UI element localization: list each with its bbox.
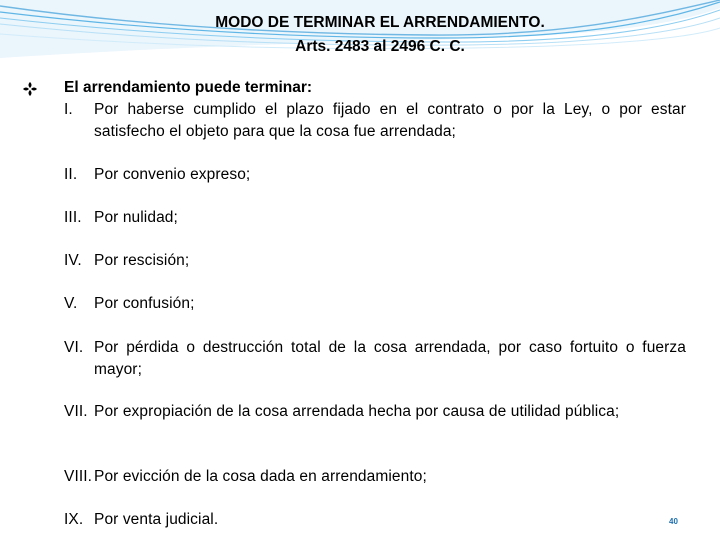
list-item-number: VI. xyxy=(64,339,84,356)
list-item xyxy=(64,509,686,531)
list-item-text: Por confusión; xyxy=(94,295,195,312)
list-item xyxy=(64,293,686,315)
list-item-number: III. xyxy=(64,209,82,226)
list-item xyxy=(64,99,686,143)
list-item xyxy=(64,401,686,423)
title-line-1: MODO DE TERMINAR EL ARRENDAMIENTO. xyxy=(215,14,545,31)
list-item-number: IX. xyxy=(64,511,84,528)
diamond-clover-bullet-icon xyxy=(22,81,38,97)
slide-title xyxy=(0,11,720,59)
list-item-text: Por convenio expreso; xyxy=(94,166,251,183)
list-heading: El arrendamiento puede terminar: xyxy=(64,79,313,96)
list-item-text: Por expropiación de la cosa arrendada hecha por causa de utilidad pública; xyxy=(94,403,620,420)
list-item xyxy=(64,337,686,381)
list-item xyxy=(64,466,686,488)
title-line-2: Arts. 2483 al 2496 C. C. xyxy=(295,38,465,55)
page-number: 40 xyxy=(669,517,678,526)
list-item xyxy=(64,250,686,272)
list-item-text: Por pérdida o destrucción total de la cosa arrendada, por caso fortuito o fuerza mayor; xyxy=(94,339,686,378)
list-item-text: Por venta judicial. xyxy=(94,511,219,528)
list-item xyxy=(64,164,686,186)
list-item-number: VII. xyxy=(64,403,88,420)
list-item-number: I. xyxy=(64,101,73,118)
list-item-text: Por haberse cumplido el plazo fijado en el contrato o por la Ley, o por estar satisfecho el objeto para que la cosa fue arrendada; xyxy=(94,101,686,140)
list-item-number: V. xyxy=(64,295,78,312)
list-item-text: Por evicción de la cosa dada en arrendamiento; xyxy=(94,468,427,485)
list-item-number: IV. xyxy=(64,252,82,269)
list-item xyxy=(64,207,686,229)
list-item-number: II. xyxy=(64,166,78,183)
list-item-number: VIII. xyxy=(64,468,93,485)
list-item-text: Por rescisión; xyxy=(94,252,190,269)
list-item-text: Por nulidad; xyxy=(94,209,178,226)
